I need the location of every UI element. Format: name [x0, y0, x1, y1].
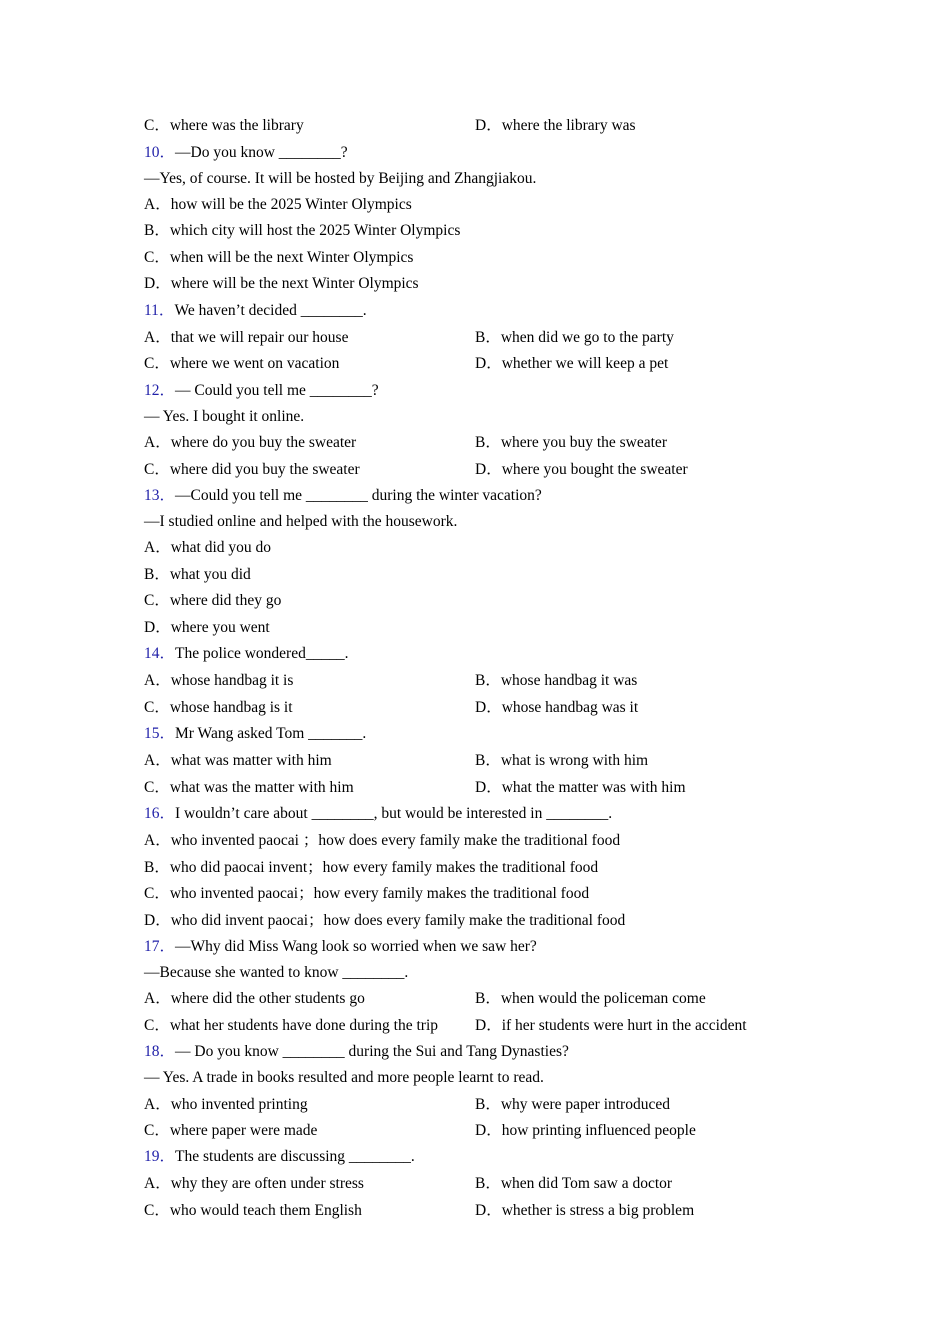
question-13-answer: —I studied online and helped with the housework.: [144, 513, 458, 530]
question-number: 13．: [144, 487, 176, 504]
option-d: D．what the matter was with him: [475, 779, 686, 796]
question-12-answer: — Yes. I bought it online.: [144, 408, 305, 425]
option-b: B．whose handbag it was: [475, 672, 638, 689]
option-b: B．when would the policeman come: [475, 990, 706, 1007]
option-c: C．whose handbag is it: [144, 699, 293, 716]
option-a: A．what was matter with him: [144, 752, 332, 769]
option-c: C．when will be the next Winter Olympics: [144, 249, 414, 266]
question-number: 12．: [144, 382, 176, 399]
option-c: C．where was the library: [144, 117, 304, 134]
question-18-answer: — Yes. A trade in books resulted and more people learnt to read.: [144, 1069, 544, 1086]
question-19-stem: 19．The students are discussing ________.: [144, 1148, 415, 1165]
option-d: D．whether is stress a big problem: [475, 1202, 695, 1219]
question-number: 16．: [144, 805, 176, 822]
question-number: 19．: [144, 1148, 176, 1165]
option-b: B．where you buy the sweater: [475, 434, 667, 451]
option-d: D．how printing influenced people: [475, 1122, 696, 1139]
question-10-answer: —Yes, of course. It will be hosted by Beijing and Zhangjiakou.: [144, 170, 537, 187]
option-c: C．where did you buy the sweater: [144, 461, 360, 478]
option-c: C．who invented paocai；how every family makes the traditional food: [144, 885, 590, 902]
option-a: A．why they are often under stress: [144, 1175, 364, 1192]
question-number: 17．: [144, 938, 176, 955]
question-11-stem: 11．We haven’t decided ________.: [144, 302, 367, 319]
option-b: B．why were paper introduced: [475, 1096, 670, 1113]
question-15-stem: 15．Mr Wang asked Tom _______.: [144, 725, 367, 742]
question-17-stem: 17．—Why did Miss Wang look so worried when we saw her?: [144, 938, 537, 955]
option-a: A．where did the other students go: [144, 990, 365, 1007]
option-d: D．if her students were hurt in the accident: [475, 1017, 747, 1034]
question-number: 18．: [144, 1043, 176, 1060]
option-b: B．when did we go to the party: [475, 329, 674, 346]
option-d: D．whose handbag was it: [475, 699, 639, 716]
option-b: B．who did paocai invent；how every family makes the traditional food: [144, 859, 599, 876]
question-12-stem: 12．— Could you tell me ________?: [144, 382, 379, 399]
question-number: 10．: [144, 144, 176, 161]
option-a: A．whose handbag it is: [144, 672, 294, 689]
question-number: 11．: [144, 302, 175, 319]
question-10-stem: 10．—Do you know ________?: [144, 144, 348, 161]
option-a: A．what did you do: [144, 539, 272, 556]
option-b: B．what you did: [144, 566, 251, 583]
option-d: D．where you bought the sweater: [475, 461, 688, 478]
option-b: B．which city will host the 2025 Winter Olympics: [144, 222, 461, 239]
question-number: 15．: [144, 725, 176, 742]
option-d: D．whether we will keep a pet: [475, 355, 669, 372]
option-c: C．what was the matter with him: [144, 779, 354, 796]
option-a: A．that we will repair our house: [144, 329, 349, 346]
option-a: A．where do you buy the sweater: [144, 434, 357, 451]
option-d: D．where will be the next Winter Olympics: [144, 275, 419, 292]
question-16-stem: 16．I wouldn’t care about ________, but would be interested in ________.: [144, 805, 613, 822]
option-a: A．who invented printing: [144, 1096, 308, 1113]
option-d: D．who did invent paocai；how does every family make the traditional food: [144, 912, 626, 929]
option-a: A．who invented paocai ；how does every family make the traditional food: [144, 832, 621, 849]
question-number: 14．: [144, 645, 176, 662]
option-c: C．where did they go: [144, 592, 282, 609]
question-13-stem: 13．—Could you tell me ________ during the winter vacation?: [144, 487, 542, 504]
option-b: B．when did Tom saw a doctor: [475, 1175, 673, 1192]
question-18-stem: 18．— Do you know ________ during the Sui and Tang Dynasties?: [144, 1043, 569, 1060]
question-17-answer: —Because she wanted to know ________.: [144, 964, 409, 981]
option-c: C．who would teach them English: [144, 1202, 362, 1219]
option-d: D．where the library was: [475, 117, 636, 134]
question-14-stem: 14．The police wondered_____.: [144, 645, 349, 662]
option-c: C．what her students have done during the trip: [144, 1017, 439, 1034]
option-c: C．where paper were made: [144, 1122, 318, 1139]
option-a: A．how will be the 2025 Winter Olympics: [144, 196, 412, 213]
option-c: C．where we went on vacation: [144, 355, 340, 372]
option-b: B．what is wrong with him: [475, 752, 649, 769]
option-d: D．where you went: [144, 619, 270, 636]
